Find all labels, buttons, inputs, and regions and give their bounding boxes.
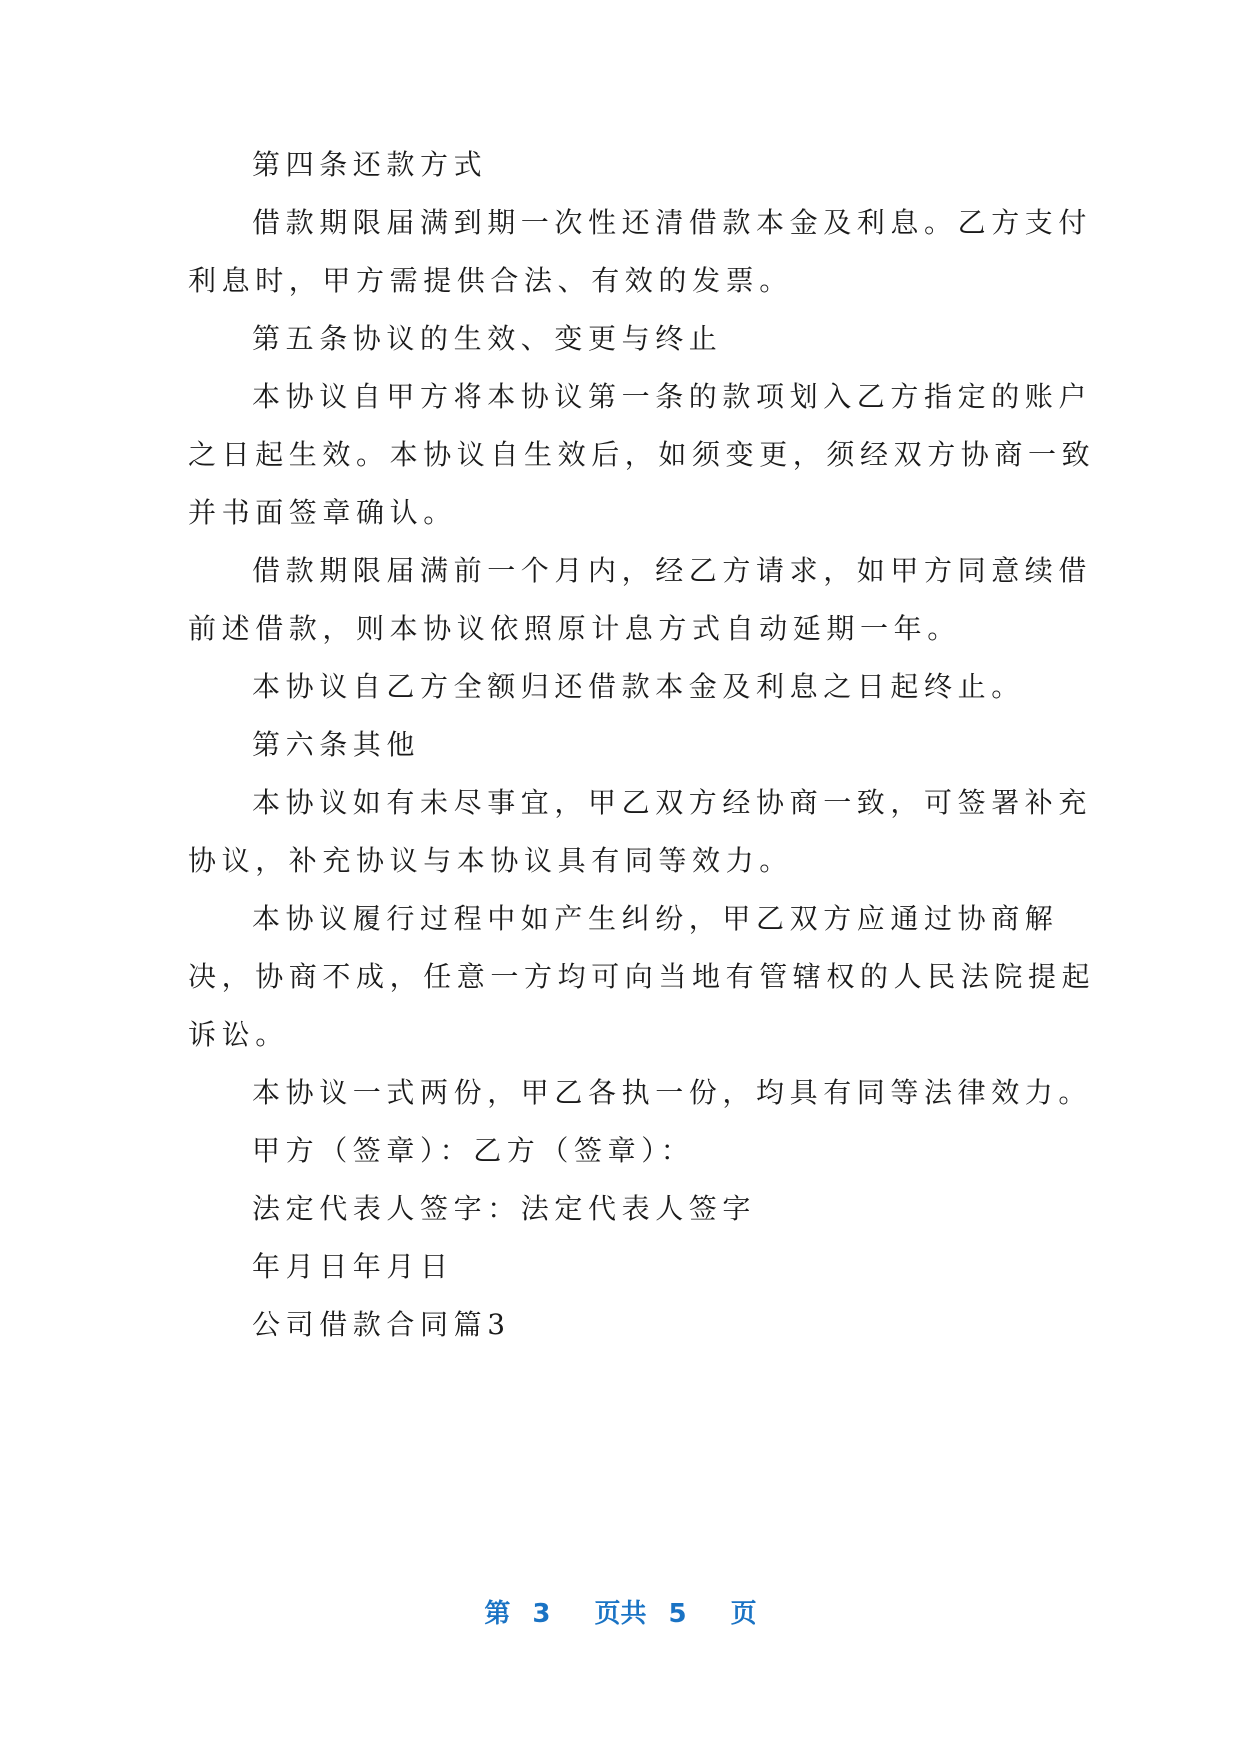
footer-current-page: 3	[532, 1599, 551, 1629]
footer-middle: 页共	[594, 1599, 647, 1629]
paragraph-line: 利息时，甲方需提供合法、有效的发票。	[188, 264, 793, 297]
signature-line: 甲方（签章）：乙方（签章）：	[252, 1134, 695, 1167]
paragraph-line: 借款期限届满到期一次性还清借款本金及利息。乙方支付	[252, 206, 1093, 239]
paragraph-line: 并书面签章确认。	[188, 496, 457, 529]
paragraph-line: 借款期限届满前一个月内，经乙方请求，如甲方同意续借	[252, 554, 1093, 587]
page-footer	[0, 1596, 1241, 1632]
paragraph-line: 前述借款，则本协议依照原计息方式自动延期一年。	[188, 612, 961, 645]
representative-line: 法定代表人签字：法定代表人签字	[252, 1192, 757, 1225]
paragraph-line: 本协议自乙方全额归还借款本金及利息之日起终止。	[252, 670, 1025, 703]
footer-prefix: 第	[484, 1599, 511, 1629]
paragraph-line: 之日起生效。本协议自生效后，如须变更，须经双方协商一致	[188, 438, 1096, 471]
next-section-title: 公司借款合同篇3	[252, 1308, 511, 1341]
paragraph-line: 本协议如有未尽事宜，甲乙双方经协商一致，可签署补充	[252, 786, 1093, 819]
date-line: 年月日年月日	[252, 1250, 454, 1283]
paragraph-line: 协议，补充协议与本协议具有同等效力。	[188, 844, 793, 877]
paragraph-line: 诉讼。	[188, 1018, 289, 1051]
paragraph-line: 决，协商不成，任意一方均可向当地有管辖权的人民法院提起	[188, 960, 1096, 993]
section-heading-effect: 第五条协议的生效、变更与终止	[252, 322, 723, 355]
footer-suffix: 页	[730, 1599, 757, 1629]
footer-total-pages: 5	[668, 1599, 687, 1629]
paragraph-line: 本协议履行过程中如产生纠纷，甲乙双方应通过协商解	[252, 902, 1059, 935]
section-heading-other: 第六条其他	[252, 728, 421, 761]
paragraph-line: 本协议一式两份，甲乙各执一份，均具有同等法律效力。	[252, 1076, 1093, 1109]
section-heading-repayment: 第四条还款方式	[252, 148, 488, 181]
paragraph-line: 本协议自甲方将本协议第一条的款项划入乙方指定的账户	[252, 380, 1093, 413]
